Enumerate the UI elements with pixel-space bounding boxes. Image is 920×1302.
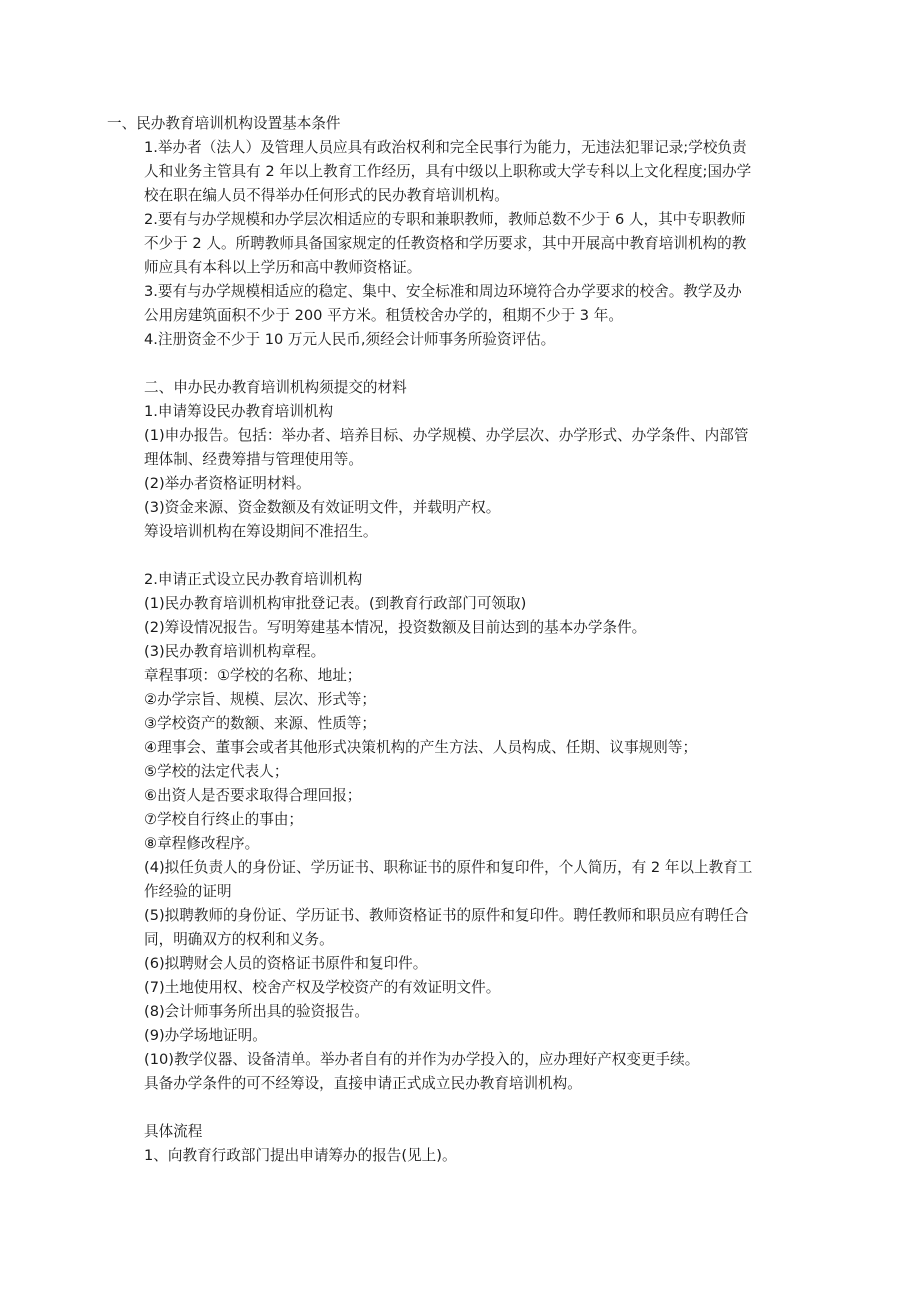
paragraph-line: 作经验的证明 — [144, 883, 232, 900]
paragraph-line: (10)教学仪器、设备清单。举办者自有的并作为办学投入的，应办理好产权变更手续。 — [144, 1051, 700, 1068]
paragraph-line: (8)会计师事务所出具的验资报告。 — [144, 1003, 369, 1020]
paragraph-line: ②办学宗旨、规模、层次、形式等； — [144, 691, 376, 708]
paragraph-line: 筹设培训机构在筹设期间不准招生。 — [144, 523, 378, 540]
paragraph-line: ③学校资产的数额、来源、性质等； — [144, 715, 376, 732]
paragraph-line: 不少于 2 人。所聘教师具备国家规定的任教资格和学历要求，其中开展高中教育培训机构的教 — [144, 235, 747, 252]
paragraph-line: 公用房建筑面积不少于 200 平方米。租赁校舍办学的，租期不少于 3 年。 — [144, 307, 623, 324]
paragraph-line: 3.要有与办学规模相适应的稳定、集中、安全标准和周边环境符合办学要求的校舍。教学及办 — [144, 283, 742, 300]
paragraph-line: 理体制、经费筹措与管理使用等。 — [144, 451, 363, 468]
paragraph-line: 1.举办者（法人）及管理人员应具有政治权利和完全民事行为能力，无违法犯罪记录;学校负责 — [144, 139, 747, 156]
paragraph-line: (9)办学场地证明。 — [144, 1027, 267, 1044]
section-1-title: 一、民办教育培训机构设置基本条件 — [107, 115, 341, 132]
process-title: 具体流程 — [144, 1123, 203, 1140]
paragraph-line: 1、向教育行政部门提出申请筹办的报告(见上)。 — [144, 1147, 457, 1164]
paragraph-line: (2)举办者资格证明材料。 — [144, 475, 311, 492]
paragraph-line: (5)拟聘教师的身份证、学历证书、教师资格证书的原件和复印件。聘任教师和职员应有聘任合 — [144, 907, 749, 924]
paragraph-line: ⑦学校自行终止的事由； — [144, 811, 304, 828]
paragraph-line: (3)民办教育培训机构章程。 — [144, 643, 326, 660]
paragraph-line: 1.申请筹设民办教育培训机构 — [144, 403, 334, 420]
paragraph-line: 校在职在编人员不得举办任何形式的民办教育培训机构。 — [144, 187, 509, 204]
paragraph-line: 同，明确双方的权利和义务。 — [144, 931, 334, 948]
paragraph-line: (3)资金来源、资金数额及有效证明文件，并载明产权。 — [144, 499, 501, 516]
paragraph-line: ⑧章程修改程序。 — [144, 835, 260, 852]
paragraph-line: (2)筹设情况报告。写明筹建基本情况，投资数额及目前达到的基本办学条件。 — [144, 619, 647, 636]
paragraph-line: (1)民办教育培训机构审批登记表。(到教育行政部门可领取) — [144, 595, 527, 612]
paragraph-line: 4.注册资金不少于 10 万元人民币,须经会计师事务所验资评估。 — [144, 331, 556, 348]
paragraph-line: 人和业务主管具有 2 年以上教育工作经历，具有中级以上职称或大学专科以上文化程度;国办学 — [144, 163, 752, 180]
paragraph-line: 章程事项：①学校的名称、地址； — [144, 667, 362, 684]
paragraph-line: ⑤学校的法定代表人； — [144, 763, 289, 780]
section-2-title: 二、申办民办教育培训机构须提交的材料 — [144, 379, 407, 396]
paragraph-line: 具备办学条件的可不经筹设，直接申请正式成立民办教育培训机构。 — [144, 1075, 582, 1092]
paragraph-line: (4)拟任负责人的身份证、学历证书、职称证书的原件和复印件，个人简历，有 2 年以上教育工 — [144, 859, 753, 876]
paragraph-line: 2.要有与办学规模和办学层次相适应的专职和兼职教师，教师总数不少于 6 人，其中专职教师 — [144, 211, 746, 228]
paragraph-line: ④理事会、董事会或者其他形式决策机构的产生方法、人员构成、任期、议事规则等； — [144, 739, 698, 756]
paragraph-line: (1)申办报告。包括：举办者、培养目标、办学规模、办学层次、办学形式、办学条件、内部管 — [144, 427, 749, 444]
paragraph-line: (6)拟聘财会人员的资格证书原件和复印件。 — [144, 955, 428, 972]
paragraph-line: (7)土地使用权、校舍产权及学校资产的有效证明文件。 — [144, 979, 501, 996]
subsection-title: 2.申请正式设立民办教育培训机构 — [144, 571, 363, 588]
paragraph-line: ⑥出资人是否要求取得合理回报； — [144, 787, 362, 804]
paragraph-line: 师应具有本科以上学历和高中教师资格证。 — [144, 259, 422, 276]
